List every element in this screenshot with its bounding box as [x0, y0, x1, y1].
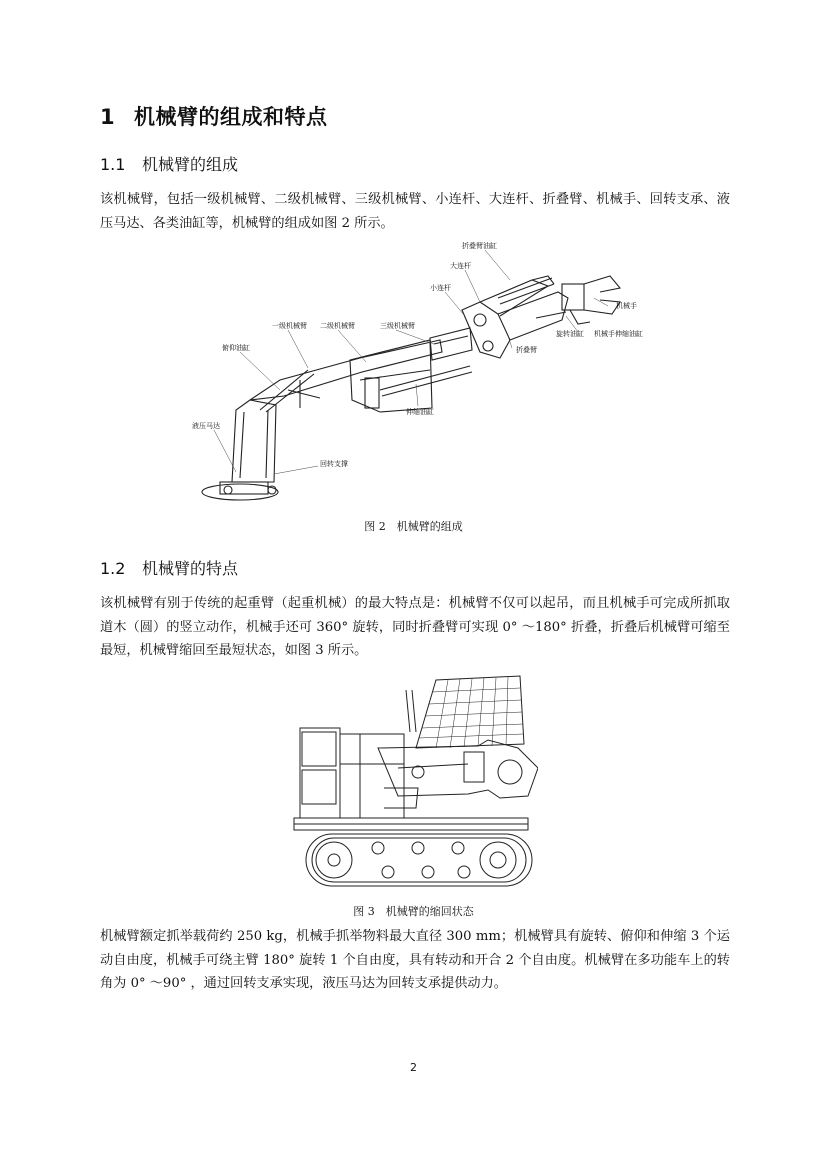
- label-fold-cylinder: 折叠臂油缸: [462, 242, 497, 250]
- section-title: 机械臂的组成和特点: [134, 105, 328, 129]
- section-number: 1: [100, 105, 116, 129]
- figure-3-retracted-state: [288, 668, 538, 896]
- label-arm-3: 三级机械臂: [380, 322, 415, 330]
- paragraph-features: 该机械臂有别于传统的起重臂（起重机械）的最大特点是：机械臂不仅可以起吊，而且机械手可完成所抓取道木（圆）的竖立动作，机械手还可 360° 旋转，同时折叠臂可实现 0° ～180° 折叠，折叠后机械臂可缩至最短，机械臂缩回至最短状态，如图 3 所示。: [100, 596, 730, 658]
- section-heading-1: [100, 101, 328, 131]
- label-arm-2: 二级机械臂: [320, 322, 355, 330]
- label-rotate-cylinder: 旋转油缸: [556, 330, 584, 338]
- label-folding-arm: 折叠臂: [516, 346, 537, 354]
- subsection-number: 1.2: [100, 559, 126, 578]
- label-small-link: 小连杆: [430, 284, 451, 292]
- paragraph-composition: 该机械臂，包括一级机械臂、二级机械臂、三级机械臂、小连杆、大连杆、折叠臂、机械手、回转支承、液压马达、各类油缸等，机械臂的组成如图 2 所示。: [100, 192, 730, 231]
- subsection-heading-1-2: [100, 556, 238, 579]
- label-slewing-support: 回转支撑: [320, 460, 348, 468]
- subsection-title: 机械臂的组成: [142, 155, 239, 174]
- subsection-heading-1-1: [100, 152, 238, 175]
- label-hydraulic-motor: 液压马达: [192, 422, 220, 430]
- page-number: 2: [410, 1061, 417, 1074]
- label-gripper: 机械手: [616, 302, 637, 310]
- label-arm-1: 一级机械臂: [272, 322, 307, 330]
- label-telescopic-cylinder: 伸缩油缸: [406, 408, 434, 416]
- figure-2-arm-composition: [180, 240, 650, 510]
- label-pitch-cylinder: 俯仰油缸: [222, 344, 250, 352]
- figure-2-caption: 图 2 机械臂的组成: [364, 520, 463, 533]
- figure-3-caption: 图 3 机械臂的缩回状态: [353, 905, 474, 918]
- label-gripper-cylinder: 机械手伸缩油缸: [594, 330, 643, 338]
- subsection-title: 机械臂的特点: [142, 559, 239, 578]
- label-big-link: 大连杆: [450, 262, 471, 270]
- subsection-number: 1.1: [100, 155, 126, 174]
- paragraph-specifications: 机械臂额定抓举载荷约 250 kg，机械手抓举物料最大直径 300 mm；机械臂具有旋转、俯仰和伸缩 3 个运动自由度，机械手可绕主臂 180° 旋转 1 个自由度，具有转动和开合 2 个自由度。机械臂在多功能车上的转角为 0° ～90° ，通过回转支承实现，液压马达为回转支承提供动力。: [100, 929, 730, 991]
